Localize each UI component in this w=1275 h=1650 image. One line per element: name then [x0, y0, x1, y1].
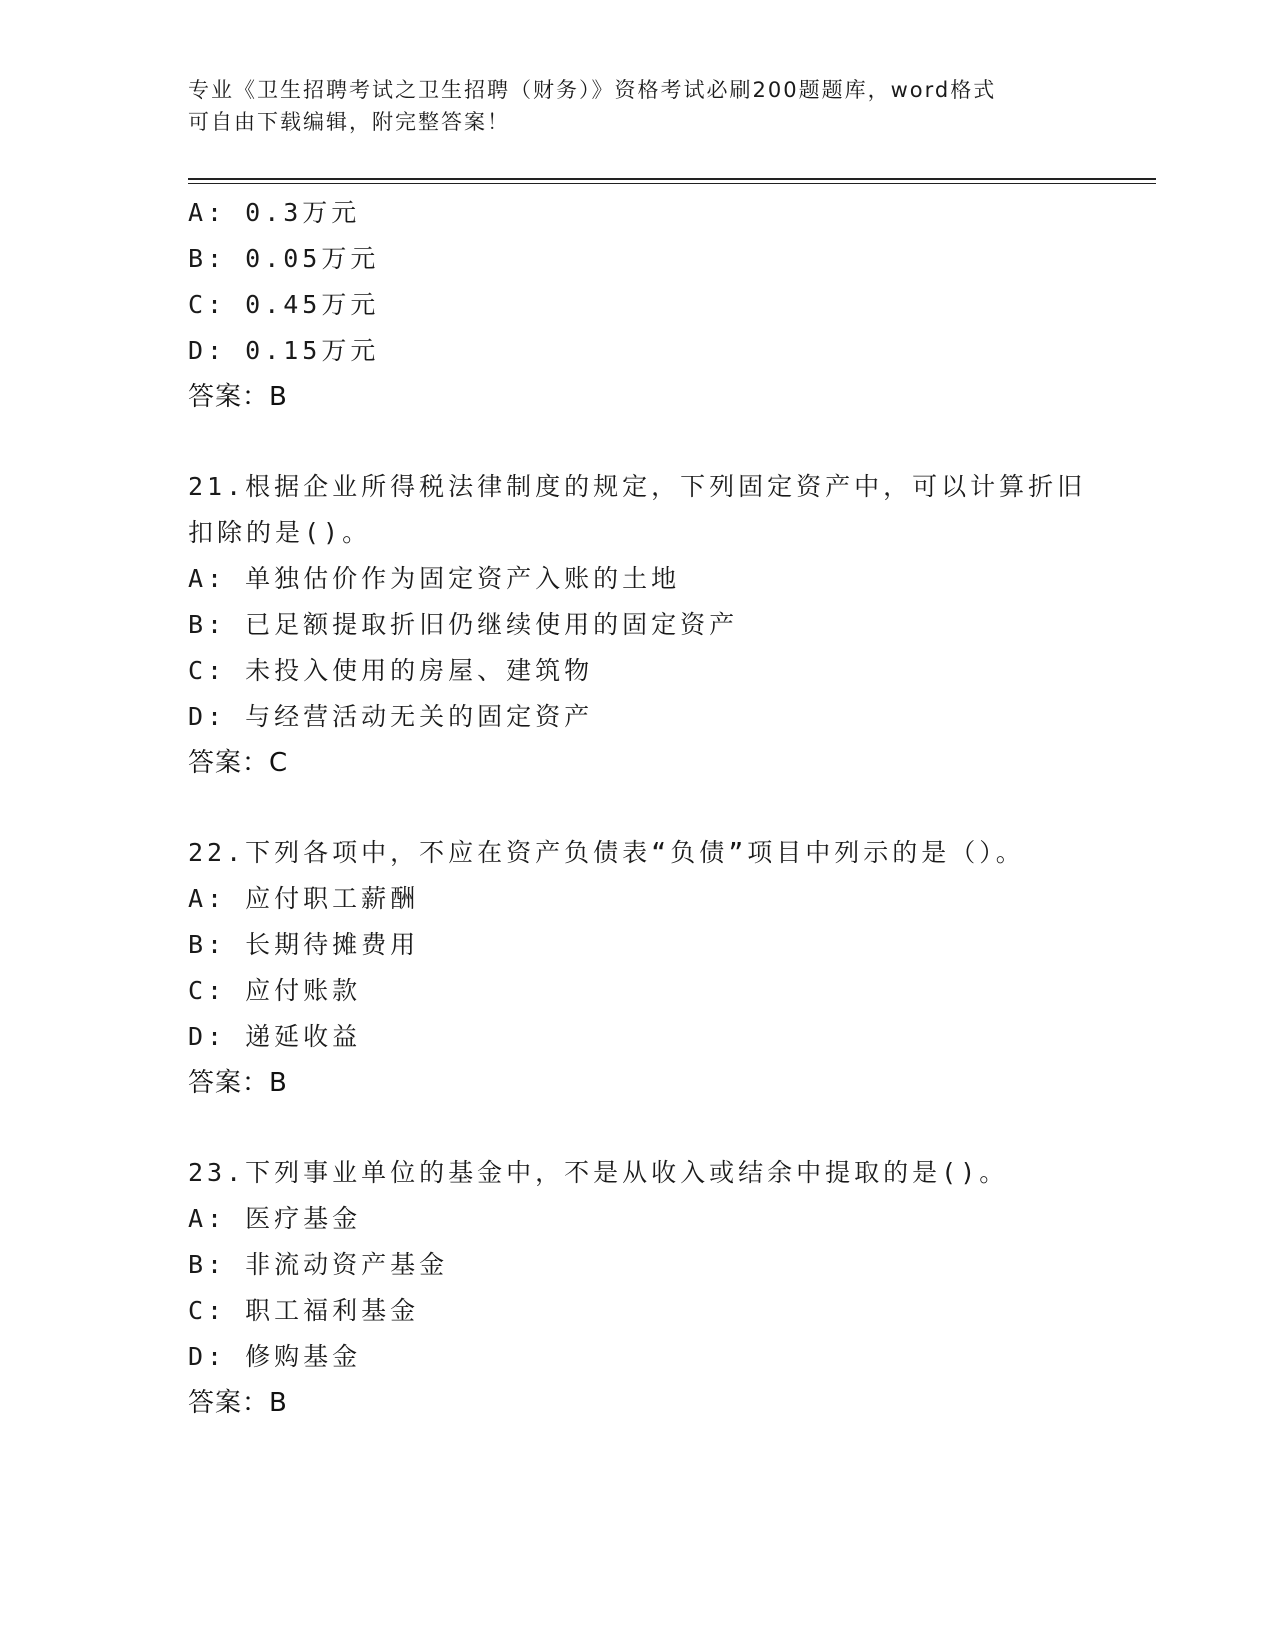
option-d: D: 与经营活动无关的固定资产	[188, 702, 594, 731]
spacer	[188, 1106, 1156, 1150]
option-a: A: 单独估价作为固定资产入账的土地	[188, 564, 681, 593]
question-21	[188, 464, 1156, 786]
option-b: B: 非流动资产基金	[188, 1250, 449, 1279]
option-c: C: 职工福利基金	[188, 1296, 420, 1325]
option-c: C: 应付账款	[188, 976, 362, 1005]
option-a: A: 医疗基金	[188, 1204, 362, 1233]
question-list	[188, 190, 1156, 1426]
question-text: 23.下列事业单位的基金中，不是从收入或结余中提取的是()。	[188, 1158, 1009, 1187]
question-22	[188, 830, 1156, 1106]
header-line-1: 专业《卫生招聘考试之卫生招聘（财务）》资格考试必刷200题题库，word格式	[188, 78, 997, 102]
question-20	[188, 190, 1156, 420]
header-line-2: 可自由下载编辑，附完整答案！	[188, 110, 510, 134]
spacer	[188, 786, 1156, 830]
option-b: B: 长期待摊费用	[188, 930, 420, 959]
answer-label: 答案：B	[188, 382, 288, 412]
option-b: B: 0.05万元	[188, 244, 380, 273]
option-d: D: 0.15万元	[188, 336, 380, 365]
question-text-continued: 扣除的是()。	[188, 518, 372, 547]
option-c: C: 0.45万元	[188, 290, 380, 319]
option-c: C: 未投入使用的房屋、建筑物	[188, 656, 594, 685]
option-a: A: 0.3万元	[188, 198, 361, 227]
question-text: 22.下列各项中，不应在资产负债表“负债”项目中列示的是（）。	[188, 838, 1025, 867]
question-23	[188, 1150, 1156, 1426]
spacer	[188, 420, 1156, 464]
header-divider-thick	[188, 178, 1156, 180]
option-d: D: 修购基金	[188, 1342, 362, 1371]
option-a: A: 应付职工薪酬	[188, 884, 420, 913]
answer-label: 答案：B	[188, 1068, 288, 1098]
option-d: D: 递延收益	[188, 1022, 362, 1051]
option-b: B: 已足额提取折旧仍继续使用的固定资产	[188, 610, 739, 639]
answer-label: 答案：C	[188, 748, 289, 778]
answer-label: 答案：B	[188, 1388, 288, 1418]
document-header	[188, 74, 1088, 138]
question-text: 21.根据企业所得税法律制度的规定，下列固定资产中，可以计算折旧	[188, 472, 1087, 501]
header-divider-thin	[188, 183, 1156, 184]
